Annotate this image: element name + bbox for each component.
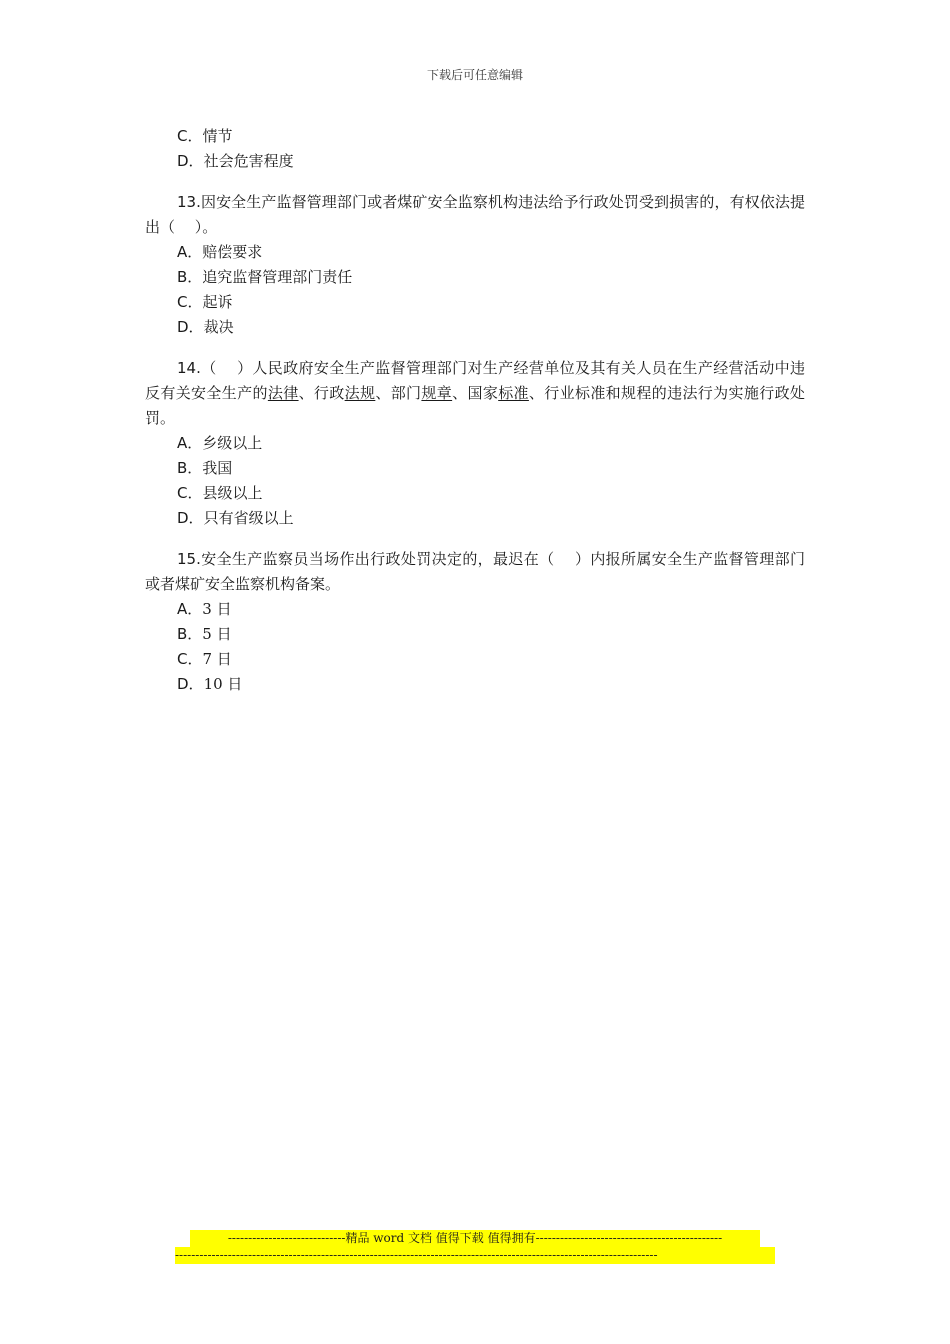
option-a <box>145 597 805 622</box>
footer-banner: -----------------------------精品 word 文档 值得下载 值得拥有---------------------------------------------- <box>190 1230 760 1247</box>
option-text: 我国 <box>202 459 233 477</box>
option-a <box>145 240 805 265</box>
option-d <box>145 149 805 174</box>
option-c <box>145 290 805 315</box>
option-label: B． <box>177 268 203 286</box>
footer-dash-line: ----------------------------------------------------------------------------------------------------------------------- <box>175 1247 775 1264</box>
option-text: 追究监督管理部门责任 <box>202 268 353 286</box>
option-label: D． <box>177 509 204 527</box>
option-label: D． <box>177 318 204 336</box>
page-header-note: 下载后可任意编辑 <box>426 68 523 82</box>
underlined-term: 标准 <box>498 384 529 402</box>
option-text: 3 日 <box>202 600 232 618</box>
option-label: C． <box>177 293 203 311</box>
option-b <box>145 456 805 481</box>
option-text: 县级以上 <box>202 484 263 502</box>
option-c <box>145 481 805 506</box>
option-text: 赔偿要求 <box>202 243 263 261</box>
option-d <box>145 506 805 531</box>
question-13 <box>145 190 805 340</box>
option-b <box>145 622 805 647</box>
option-text: 裁决 <box>203 318 234 336</box>
question-15 <box>145 547 805 697</box>
question-number: 14. <box>177 359 201 377</box>
option-text: 乡级以上 <box>202 434 263 452</box>
option-label: A． <box>177 600 203 618</box>
underlined-term: 法规 <box>344 384 376 402</box>
underlined-term: 规章 <box>421 384 453 402</box>
option-text: 情节 <box>202 127 233 145</box>
question-text: 13.因安全生产监督管理部门或者煤矿安全监察机构违法给予行政处罚受到损害的，有权依法提出（ ）。 <box>145 193 805 236</box>
underlined-term: 法律 <box>267 384 299 402</box>
option-label: C． <box>177 127 203 145</box>
option-text: 5 日 <box>202 625 232 643</box>
option-label: A． <box>177 434 203 452</box>
option-d <box>145 315 805 340</box>
question-text: 14.（ ）人民政府安全生产监督管理部门对生产经营单位及其有关人员在生产经营活动中违反有关安全生产的法律、行政法规、部门规章、国家标准、行业标准和规程的违法行为实施行政处罚。 <box>145 359 805 427</box>
option-c <box>145 647 805 672</box>
option-a <box>145 431 805 456</box>
option-label: D． <box>177 675 204 693</box>
option-text: 只有省级以上 <box>203 509 294 527</box>
question-number: 13. <box>177 193 201 211</box>
option-label: C． <box>177 650 203 668</box>
option-label: A． <box>177 243 203 261</box>
option-label: B． <box>177 625 203 643</box>
document-body <box>145 124 805 697</box>
option-text: 起诉 <box>202 293 233 311</box>
question-text: 15.安全生产监察员当场作出行政处罚决定的，最迟在（ ）内报所属安全生产监督管理部门或者煤矿安全监察机构备案。 <box>145 550 805 593</box>
option-label: D． <box>177 152 204 170</box>
question-14 <box>145 356 805 531</box>
option-label: B． <box>177 459 203 477</box>
option-b <box>145 265 805 290</box>
question-number: 15. <box>177 550 201 568</box>
option-text: 7 日 <box>202 650 232 668</box>
option-c <box>145 124 805 149</box>
option-d <box>145 672 805 697</box>
prev-question-options <box>145 124 805 174</box>
option-text: 社会危害程度 <box>203 152 294 170</box>
option-text: 10 日 <box>203 675 243 693</box>
option-label: C． <box>177 484 203 502</box>
